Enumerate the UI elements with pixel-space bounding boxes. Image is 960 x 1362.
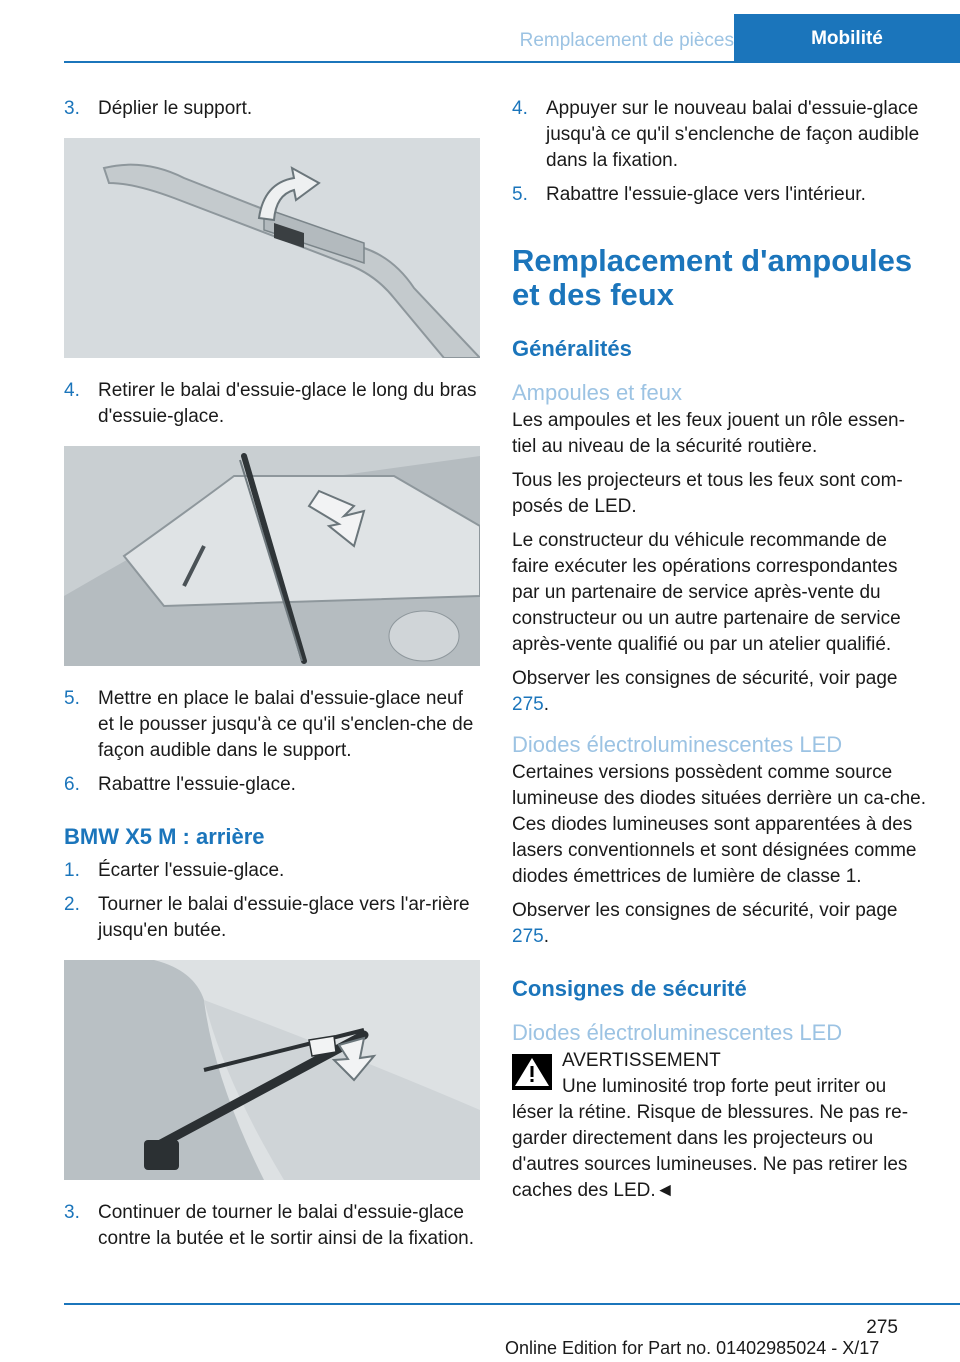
step-number: 1. [64, 860, 80, 881]
right-column [512, 96, 927, 1204]
step-number: 6. [64, 774, 80, 795]
heading-led-safety: Diodes électroluminescentes LED [512, 1020, 843, 1045]
rear-wiper-illustration [64, 960, 480, 1180]
step-item [512, 182, 927, 208]
step-item [64, 378, 480, 430]
paragraph: Tous les projecteurs et tous les feux sont com-posés de LED. [512, 470, 903, 517]
step-text: Appuyer sur le nouveau balai d'essuie-glace jusqu'à ce qu'il s'enclenche de façon audible dans la fixation. [546, 98, 920, 171]
paragraph: Le constructeur du véhicule recommande de faire exécuter les opérations correspondantes par un partenaire de service après-vente du constructeur ou un autre partenaire de service après-vente qualifié ou par un atelier qualifié. [512, 530, 901, 655]
chapter-title: Remplacement d'ampoules et des feux [512, 243, 913, 312]
reference-text: Observer les consignes de sécurité, voir page [512, 900, 898, 921]
step-number: 5. [512, 184, 528, 205]
heading-generalites: Généralités [512, 336, 632, 361]
reference-end: . [543, 694, 549, 715]
page-number: 275 [866, 1317, 898, 1338]
safety-reference [512, 666, 927, 718]
heading-consignes: Consignes de sécurité [512, 976, 747, 1001]
header-chapter-tab: Mobilité [734, 14, 960, 63]
step-number: 3. [64, 1202, 80, 1223]
page-link[interactable]: 275 [512, 694, 544, 715]
step-number: 3. [64, 98, 80, 119]
warning-triangle-icon [512, 1054, 552, 1090]
paragraph: Certaines versions possèdent comme source lumineuse des diodes situées derrière un ca-che. Ces diodes lumineuses sont apparentées à des lasers conventionnels et sont désignées comme diodes émettrices de lumière de classe 1. [512, 762, 927, 887]
step-item [64, 858, 480, 884]
step-text: Mettre en place le balai d'essuie-glace neuf et le pousser jusqu'à ce qu'il s'enclen-che de façon audible dans le support. [98, 688, 474, 761]
safety-reference [512, 898, 927, 950]
footer-rule [64, 1303, 960, 1305]
left-column [64, 96, 480, 1260]
step-number: 2. [64, 894, 80, 915]
warning-text-first-line: Une luminosité trop forte peut irriter ou [562, 1076, 887, 1097]
header-section-title: Remplacement de pièces [519, 30, 734, 51]
step-text: Retirer le balai d'essuie-glace le long du bras d'essuie-glace. [98, 380, 477, 427]
step-text: Rabattre l'essuie-glace vers l'intérieur. [546, 184, 866, 205]
step-text: Rabattre l'essuie-glace. [98, 774, 296, 795]
step-text: Tourner le balai d'essuie-glace vers l'ar-rière jusqu'en butée. [98, 894, 470, 941]
figure-wiper-support [64, 138, 480, 358]
step-text: Déplier le support. [98, 98, 253, 119]
paragraph: Les ampoules et les feux jouent un rôle essen-tiel au niveau de la sécurité routière. [512, 410, 905, 457]
warning-block [512, 1048, 927, 1204]
wiper-support-illustration [64, 138, 480, 358]
header-rule [64, 61, 960, 63]
page-link[interactable]: 275 [512, 926, 544, 947]
step-number: 5. [64, 688, 80, 709]
reference-text: Observer les consignes de sécurité, voir page [512, 668, 898, 689]
step-number: 4. [64, 380, 80, 401]
heading-led: Diodes électroluminescentes LED [512, 732, 843, 757]
footer-edition: Online Edition for Part no. 01402985024 - X/17 [505, 1338, 880, 1358]
warning-label: AVERTISSEMENT [562, 1050, 721, 1071]
step-item [64, 892, 480, 944]
wiper-remove-illustration [64, 446, 480, 666]
warning-text: léser la rétine. Risque de blessures. Ne pas re-garder directement dans les projecteurs ou d'autres sources lumineuses. Ne pas retirer les caches des LED.◄ [512, 1102, 909, 1201]
figure-wiper-remove [64, 446, 480, 666]
step-text: Continuer de tourner le balai d'essuie-glace contre la butée et le sortir ainsi de la fixation. [98, 1202, 474, 1249]
reference-end: . [543, 926, 549, 947]
step-item [64, 1200, 480, 1252]
step-item [64, 772, 480, 798]
figure-rear-wiper [64, 960, 480, 1180]
step-item [512, 96, 927, 174]
step-item [64, 686, 480, 764]
heading-ampoules: Ampoules et feux [512, 380, 682, 405]
step-number: 4. [512, 98, 528, 119]
step-text: Écarter l'essuie-glace. [98, 860, 285, 881]
step-item [64, 96, 480, 122]
section-heading-rear: BMW X5 M : arrière [64, 824, 265, 849]
